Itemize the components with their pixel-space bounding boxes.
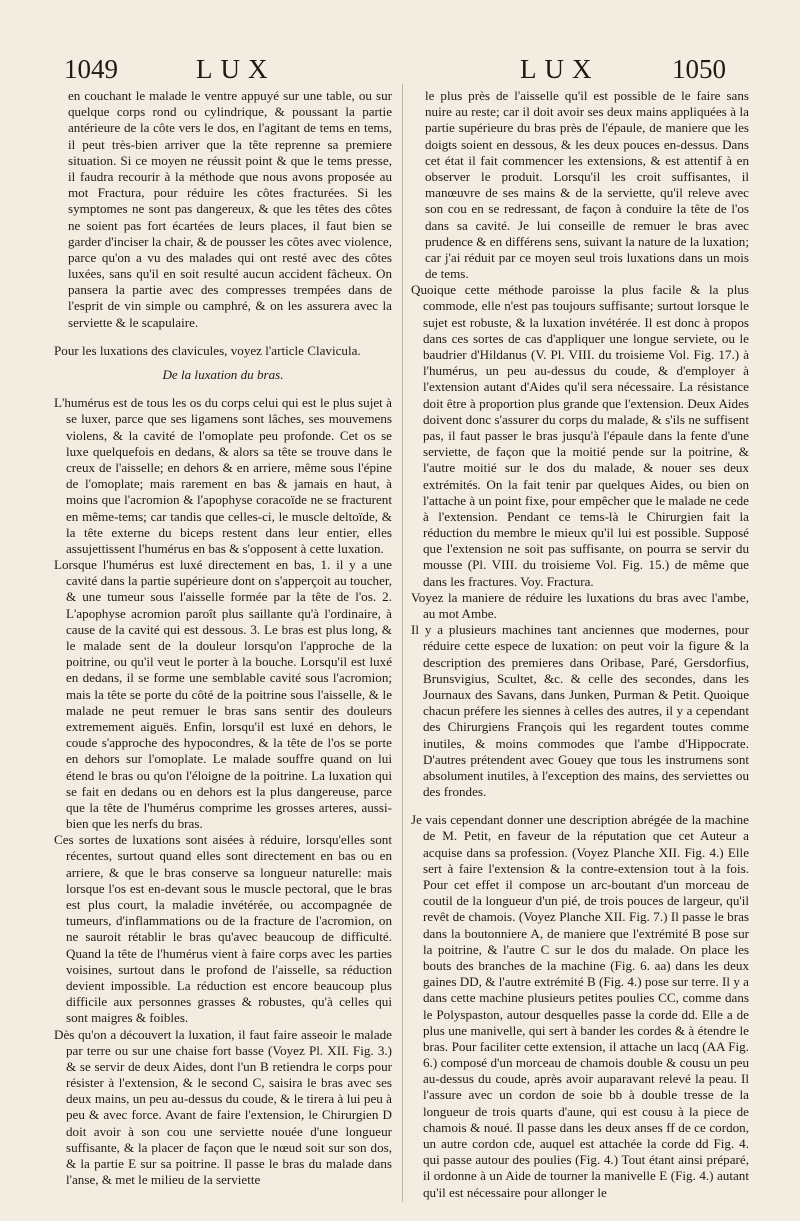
left-running-title: LUX xyxy=(196,54,276,84)
paragraph: Il y a plusieurs machines tant anciennes que modernes, pour réduire cette espece de luxation: on peut voir la figure & la description des premieres dans Oribase, Paré, Gersdorfius, Brunsvigius, Scultet, &c. & celle des secondes, dans les Journaux des Savans, dans Junken, Purman & Petit. Quoique chacun préfere les siennes à celles des autres, il y a cependant des Chirurgiens François qui les regardent toutes comme inutiles, & moins commodes que l'ambe d'Hippocrate. D'autres prétendent avec Gouey que tous les instrumens sont absolument inutiles, à l'exception des mains, des serviettes ou des frondes. xyxy=(411,622,749,800)
right-running-title: LUX xyxy=(520,54,600,84)
left-column xyxy=(54,88,392,1188)
section-heading: De la luxation du bras. xyxy=(162,367,284,382)
paragraph: Quoique cette méthode paroisse la plus facile & la plus commode, elle n'est pas toujours suffisante; surtout lorsque le sujet est robuste, & la luxation invétérée. Il est donc à propos dans ces sortes de cas d'appliquer une longue serviete, ou le baudrier d'Hildanus (V. Pl. VIII. du troisieme Vol. Fig. 17.) à l'humérus, un peu au-dessus du coude, & d'employer à l'extension autant d'Aides qu'il sera nécessaire. La résistance doit être à proportion plus grande que l'extension. Deux Aides doivent donc s'assurer du corps du malade, & s'ils ne suffisent pas, il faut passer le bras jusqu'à l'épaule dans la fente d'une serviette, de façon que la moitié pende sur la poitrine, & l'autre moitié sur le dos du malade, & nouer ses deux extrémités. On la fait tenir par quelques Aides, ou bien on l'attache à un point fixe, pour empêcher que le malade ne cede à l'extension. Pendant ce tems-là le Chirurgien fait la réduction du membre le mieux qu'il lui est possible. Supposé que l'extension ne soit pas suffisante, on pourra se servir du mousse (Pl. VIII. du troisieme Vol. Fig. 15.) de même que dans les fractures. Voy. Fractura. xyxy=(411,282,749,589)
paragraph: le plus près de l'aisselle qu'il est possible de le faire sans nuire au reste; car il doit avoir ses deux mains appliquées à la partie supérieure du bras près de l'épaule, de maniere que les doigts soient en dessous, & les deux pouces en-dessus. Dans cet état il fait commencer les extensions, & est attentif à en observer le produit. Lorsqu'il les croit suffisantes, il manœuvre de ses mains & de la serviette, qu'il releve avec son cou en se redressant, de façon à conduire la tête de l'os dans sa cavité. Je lui conseille de remuer le bras avec prudence & en différens sens, suivant la nature de la luxation; car j'ai réduit par ce moyen seul trois luxations dans un mois de tems. xyxy=(425,88,749,282)
paragraph: Ces sortes de luxations sont aisées à réduire, lorsqu'elles sont récentes, surtout quand elles sont directement en bas ou en arriere, & que le bras conserve sa longueur naturelle: mais lorsque l'os est en-devant sous le muscle pectoral, que le bras est plus court, la maladie invétérée, ou accompagnée de tumeurs, d'inflammations ou de la fracture de l'acromion, on ne sauroit rétablir le bras qu'avec beaucoup de difficulté. Quand la tête de l'humérus vient à faire corps avec les parties voisines, surtout dans le profond de l'aisselle, sa réduction devient impossible. La réduction est encore beaucoup plus difficile aux personnes grasses & robustes, qu'à celles qui sont maigres & foibles. xyxy=(54,832,392,1026)
left-page-number: 1049 xyxy=(64,54,118,84)
right-page-number: 1050 xyxy=(672,54,726,84)
paragraph: Pour les luxations des clavicules, voyez l'article Clavicula. xyxy=(54,342,361,358)
paragraph: en couchant le malade le ventre appuyé sur une table, ou sur quelque corps rond ou cylindrique, & poussant la partie antérieure de la côte vers le dos, en l'agitant de tems en tems, il peut très-bien arriver que la tête reprenne sa premiere situation. Si ce moyen ne réussit point & que le tems presse, il faudra recourir à la méthode que nous avons proposée au mot Fractura, pour réduire les côtes fracturées. Si les symptomes ne sont pas dangereux, & que les têtes des côtes ne soient pas fort écartées de leurs places, il faut bien se garder d'inciser la chair, & de pousser les côtes avec violence, parce qu'on a vu des malades qui ont resté avec des côtes luxées, sans qu'il en soit resulté aucun accident fâcheux. On pansera la partie avec des compresses trempées dans de l'esprit de vin simple ou camphré, & on les assurera avec la serviette & le scapulaire. xyxy=(68,88,392,330)
column-divider xyxy=(402,84,403,1202)
paragraph: Dès qu'on a découvert la luxation, il faut faire asseoir le malade par terre ou sur une chaise fort basse (Voyez Pl. XII. Fig. 3.) & se servir de deux Aides, dont l'un B retiendra le corps pour résister à l'extension, & le second C, saisira le bras avec ses deux mains, un peu au-dessus du coude, & le tirera à lui peu à peu & avec force. Avant de faire l'extension, le Chirurgien D doit avoir à son cou une serviette nouée d'une longueur suffisante, & la placer de façon que le nœud soit sur son dos, & la partie E sur sa poitrine. Il passe le bras du malade dans l'anse, & met le milieu de la serviette xyxy=(54,1026,392,1188)
paragraph: L'humérus est de tous les os du corps celui qui est le plus sujet à se luxer, parce que ses ligamens sont lâches, ses mouvemens violens, & la cavité de l'omoplate peu profonde. Cet os se luxe quelquefois en dedans, & alors sa tête se trouve dans le creux de l'aisselle; en dehors & en arriere, même sous l'épine de l'omoplate; mais rarement en bas & jamais en haut, à moins que l'acromion & l'apophyse coracoïde ne se fracturent en même-tems; car tandis que celles-ci, le muscle deltoïde, & la tête externe du biceps restent dans leur entier, elles assujettissent l'humérus en bas & s'opposent à cette luxation. xyxy=(54,395,392,556)
paragraph: Lorsque l'humérus est luxé directement en bas, 1. il y a une cavité dans la partie supérieure dont on s'apperçoit au toucher, & une tumeur sous l'aisselle formée par la tête de l'os. 2. L'apophyse acromion paroît plus saillante qu'à l'ordinaire, à cause de la cavité qui est dessous. 3. Le bras est plus long, & le malade sent de la douleur lorsqu'on l'approche de la poitrine, ou qu'il veut le porter à la bouche. Lorsqu'il est luxé en dedans, il se forme une semblable cavité sous l'acromion; mais la tête se porte du côté de la poitrine sous l'aisselle, & le malade ne peut remuer le bras sans sentir des douleurs extremement aiguës. Enfin, lorsqu'il est luxé en dehors, le coude s'approche des hypocondres, & la tête de l'os se porte en dehors sur l'omoplate. Le malade souffre quand on lui étend le bras ou qu'on l'éloigne de la poitrine. La luxation qui se fait en dedans ou en dehors est la plus dangereuse, parce que la tête de l'humérus comprime les grosses arteres, aussi-bien que les nerfs du bras. xyxy=(54,557,392,832)
right-column xyxy=(411,88,749,1201)
paragraph: Voyez la maniere de réduire les luxations du bras avec l'ambe, au mot Ambe. xyxy=(411,589,749,621)
paragraph: Je vais cependant donner une description abrégée de la machine de M. Petit, en faveur de la réputation que cet Auteur a acquise dans sa profession. (Voyez Planche XII. Fig. 4.) Elle sert à faire l'extension & la contre-extension tout à la fois. Pour cet effet il compose un arc-boutant d'un morceau de coutil de la longueur d'un pié, de trois pouces de largeur, qu'il revêt de chamois. (Voyez Planche XII. Fig. 7.) Il passe le bras dans la boutonniere A, de maniere que l'extrémité B pose sur la poitrine, & l'autre C sur le dos du malade. On place les bouts des branches de la machine (Fig. 6. aa) dans les deux gaines DD, & l'autre extrémité B (Fig. 4.) pose sur terre. Il y a dans cette machine plusieurs petites poulies CC, comme dans le Polyspaston, autour desquelles passe la corde dd. Elle a de plus une manivelle, qui sert à bander les cordes & à étendre le bras. Pour faciliter cette extension, il attache un lacq (AA Fig. 6.) composé d'un morceau de chamois double & cousu un peu au-dessus du coude, après avoir auparavant relevé la peau. Il l'assure avec un cordon de soie bb à double tresse de la longueur de trois quarts d'aune, qui est cousu à la piece de chamois & noué. Il passe dans les deux anses ff de ce cordon, un autre cordon cde, auquel est attachée la corde dd Fig. 4. qui passe autour des poulies (Fig. 4.) Tout étant ainsi préparé, il ordonne à un Aide de tourner la manivelle E (Fig. 4.) autant qu'il est nécessaire pour allonger le xyxy=(411,812,749,1200)
